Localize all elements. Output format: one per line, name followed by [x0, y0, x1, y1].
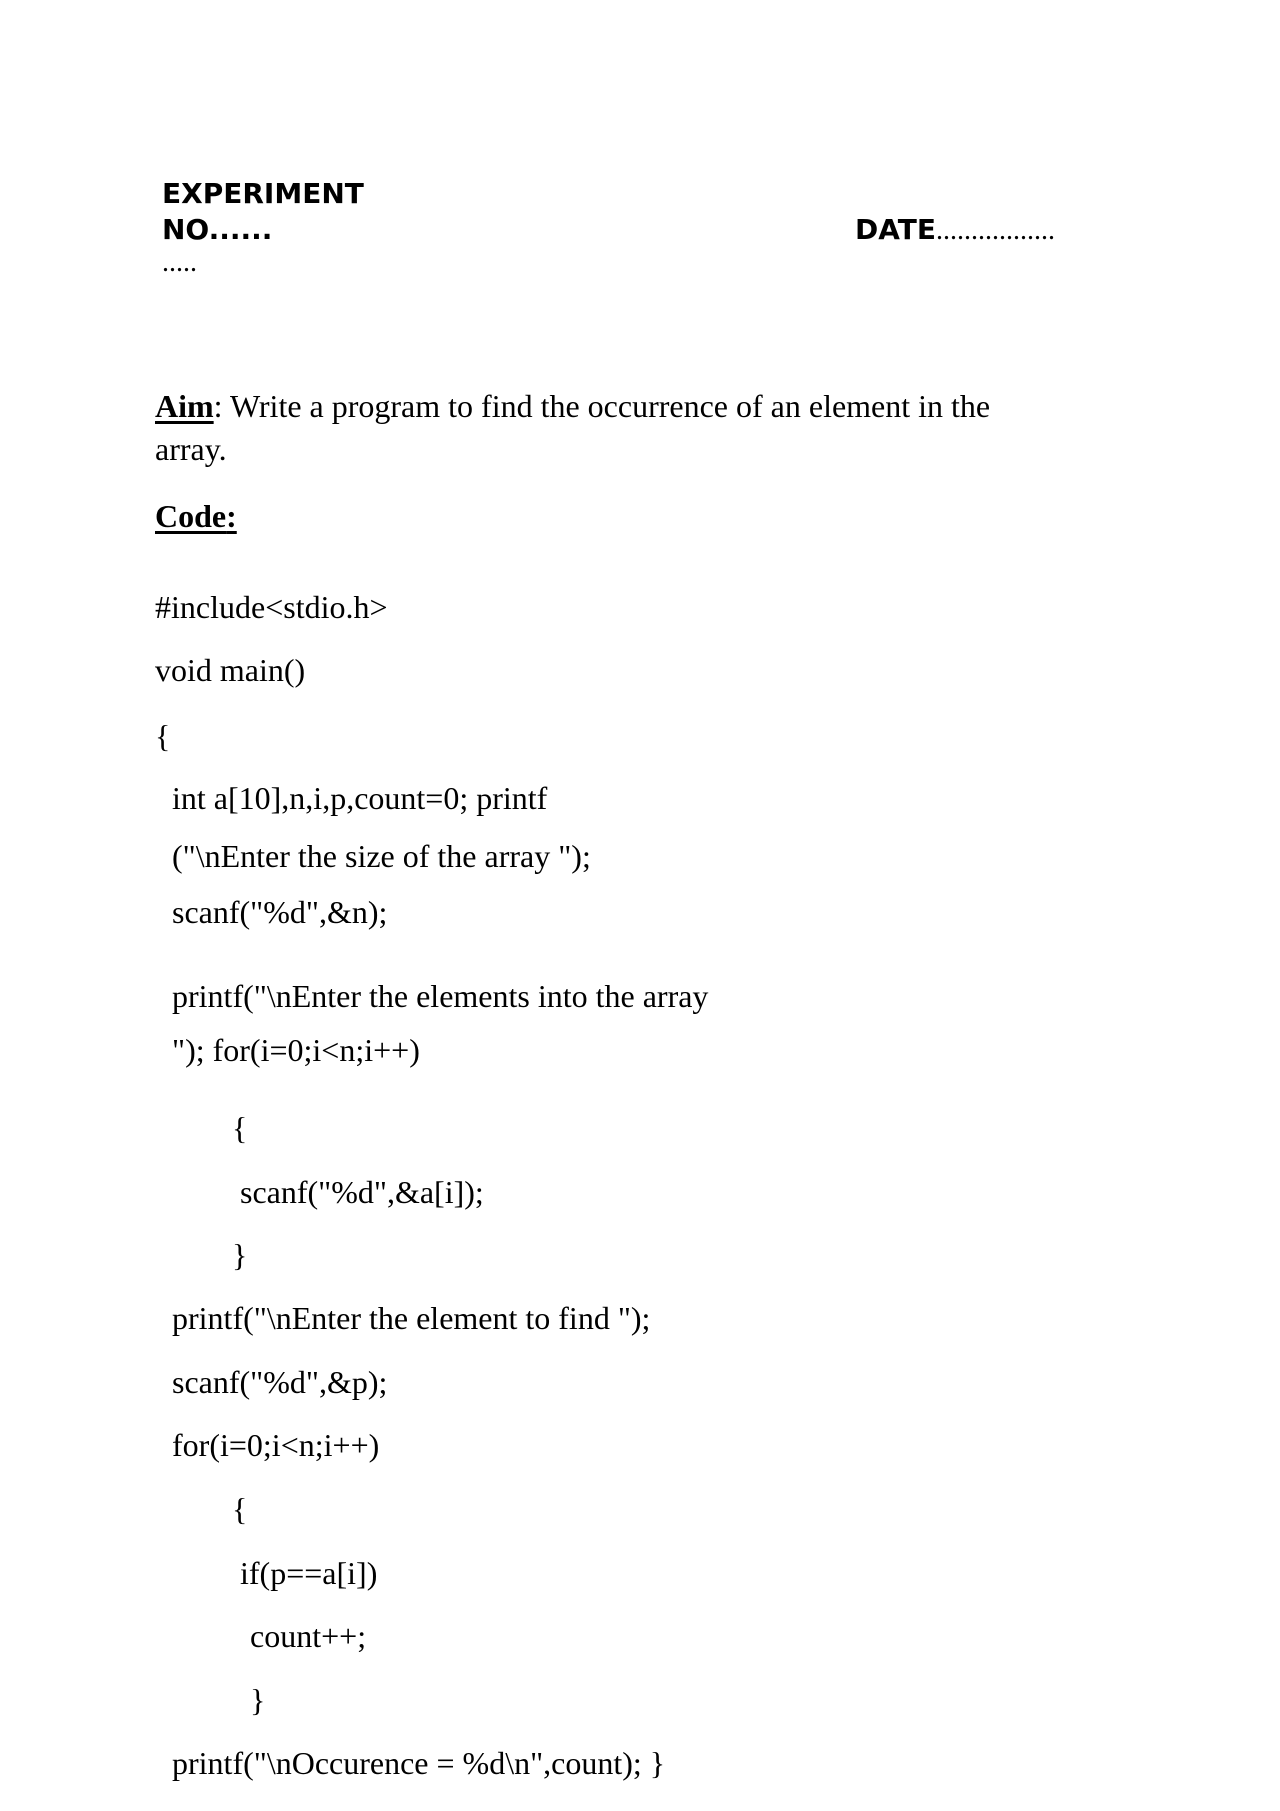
experiment-dots: ..... [162, 247, 197, 278]
experiment-line2: NO...... [162, 213, 273, 246]
code-line: ("\nEnter the size of the array "); [172, 838, 591, 874]
aim-line-2: array. [155, 431, 227, 467]
code-label: Code: [155, 498, 237, 534]
date-field [855, 212, 1055, 249]
date-label: DATE [855, 213, 936, 246]
date-dots: ................. [935, 215, 1055, 246]
aim-text: : Write a program to find the occurrence of an element in the [213, 388, 991, 424]
aim-line [155, 386, 990, 426]
code-line: "); for(i=0;i<n;i++) [172, 1032, 420, 1068]
code-line: int a[10],n,i,p,count=0; printf [172, 780, 548, 816]
experiment-label [162, 176, 364, 278]
code-line: printf("\nOccurence = %d\n",count); } [172, 1745, 666, 1781]
code-line: scanf("%d",&a[i]); [240, 1174, 484, 1210]
code-line: { [232, 1110, 248, 1146]
code-line: scanf("%d",&p); [172, 1364, 388, 1400]
code-heading [155, 496, 237, 536]
code-line: } [250, 1682, 266, 1718]
aim-label: Aim [155, 388, 214, 424]
code-line: { [232, 1491, 248, 1527]
code-line: printf("\nEnter the element to find "); [172, 1300, 651, 1336]
code-line: printf("\nEnter the elements into the array [172, 978, 709, 1014]
code-line: for(i=0;i<n;i++) [172, 1427, 380, 1463]
code-line: { [155, 718, 171, 754]
code-line: if(p==a[i]) [240, 1555, 378, 1591]
code-line: scanf("%d",&n); [172, 894, 388, 930]
code-line: #include<stdio.h> [155, 589, 388, 625]
code-line: } [232, 1237, 248, 1273]
code-line: void main() [155, 652, 306, 688]
code-line: count++; [250, 1618, 367, 1654]
experiment-line1: EXPERIMENT [162, 177, 364, 210]
